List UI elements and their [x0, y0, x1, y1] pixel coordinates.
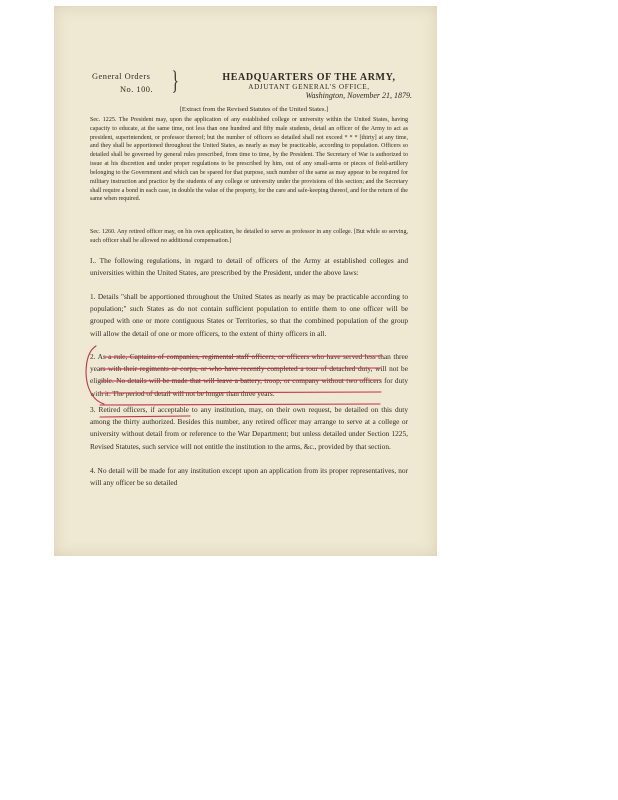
- document-page: [54, 6, 437, 556]
- intro-paragraph: I.. The following regulations, in regard to detail of officers of the Army at established colleges and universities within the United States, are prescribed by the President, under the above laws:: [90, 256, 408, 278]
- paragraph-3: 3. Retired officers, if acceptable to any institution, may, on their own request, be detailed on this duty among the thirty authorized. Besides this number, any retired officer may arrange to serve at a college or university without detail from or reference to the War Department; but unless detailed under Section 1225, Revised Statutes, such service will not entitle the institution to the arms, &c., provided by that section.: [90, 405, 408, 451]
- order-number: No. 100.: [120, 85, 154, 94]
- general-orders-label: General Orders: [92, 72, 151, 81]
- brace-mark: }: [171, 66, 179, 95]
- section-1225: Sec. 1225. The President may, upon the application of any established college or university within the United States, having capacity to educate, at the same time, not less than one hundred and fifty male students, detail an officer of the Army to act as president, superintendent, or professor thereof; but the number of officers so detailed shall not exceed * * * [thirty] at any time, and they shall be apportioned throughout the United States, as nearly as may be practicable, according to population. Officers so detailed shall be governed by general rules prescribed, from time to time, by the President. The Secretary of War is authorized to issue at his discretion and under proper regulations to be prescribed by him, out of any small-arms or pieces of field-artillery belonging to the Government and which can be spared for that purpose, such number of the same as may appear to be required for military instruction and practice by the students of any college or university under the provisions of this section; and the Secretary shall require a bond in each case, in double the value of the property, for the care and safe-keeping thereof, and for the return of the same when required.: [90, 117, 408, 203]
- paragraph-2: 2. As a rule, Captains of companies, regimental staff officers, or officers who have served less than three years with their regiments or corps, or who have recently completed a tour of detached duty, will not be eligible. No details will be made that will leave a battery, troop, or company without two officers for duty with it. The period of detail will not be longer than three years.: [90, 352, 408, 398]
- office-title: ADJUTANT GENERAL'S OFFICE,: [248, 83, 370, 91]
- headquarters-title: HEADQUARTERS OF THE ARMY,: [222, 72, 396, 83]
- place-date: Washington, November 21, 1879.: [305, 91, 412, 100]
- extract-note: [Extract from the Revised Statutes of the United States.]: [179, 106, 329, 113]
- headquarters-heading: [194, 72, 424, 100]
- section-1260: Sec. 1260. Any retired officer may, on his own application, be detailed to serve as professor in any college. [But while so serving, such officer shall be allowed no additional compensation.]: [90, 229, 408, 244]
- paragraph-4: 4. No detail will be made for any institution except upon an application from its proper representatives, nor will any officer be so detailed: [90, 466, 408, 488]
- paragraph-1: 1. Details "shall be apportioned throughout the United States as nearly as may be practicable according to population;" such States as do not contain sufficient population to entitle them to one officer will be grouped with one or more contiguous States or Territories, so that the combined population of the group will allow the detail of one or more officers, to the extent of thirty officers in all.: [90, 292, 408, 338]
